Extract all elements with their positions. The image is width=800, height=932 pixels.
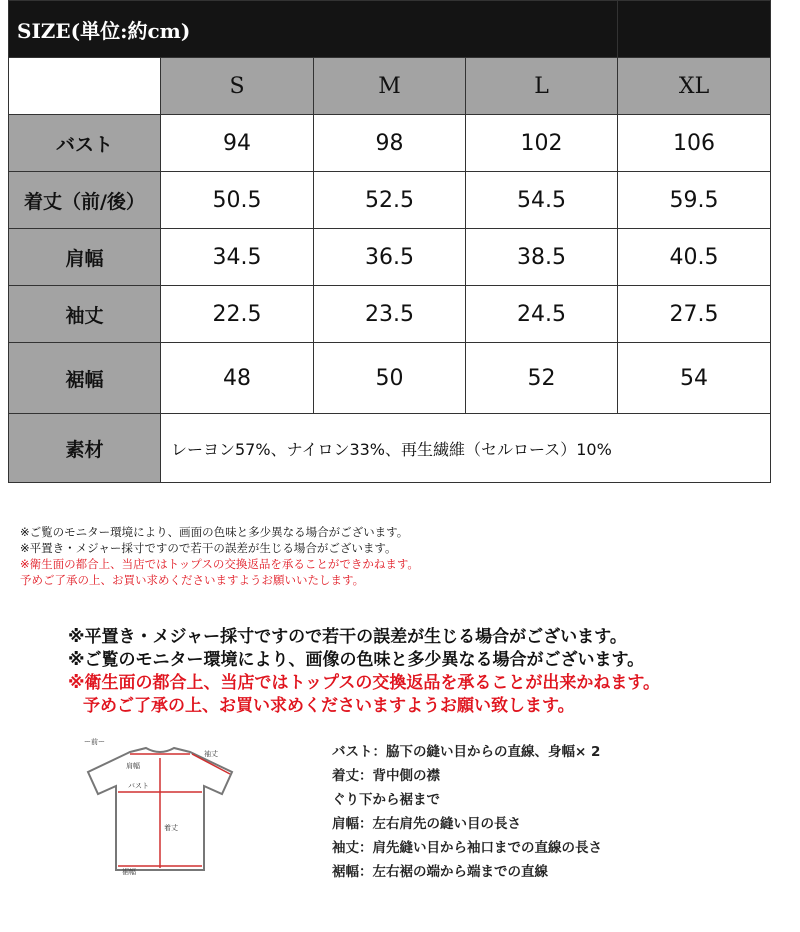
cell-value: 59.5 [618,172,771,229]
diagram-bust-label: バスト [128,782,149,790]
row-label: 肩幅 [9,229,161,286]
note-line: ※ご覧のモニター環境により、画面の色味と多少異なる場合がございます。 [20,525,409,539]
row-label: 袖丈 [9,286,161,343]
cell-value: 34.5 [161,229,314,286]
cell-value: 52 [466,343,618,414]
size-l: L [466,58,618,115]
note-line: ※ご覧のモニター環境により、画像の色味と多少異なる場合がございます。 [68,650,645,670]
cell-value: 24.5 [466,286,618,343]
cell-value: 23.5 [314,286,466,343]
table-row-sleeve [9,286,771,343]
cell-value: 52.5 [314,172,466,229]
note-line-red: 予めご了承の上、お買い求めくださいますようお願い致します。 [83,696,575,716]
size-table [8,0,771,483]
legend-item: ぐり下から裾まで [332,792,440,808]
material-value: レーヨン57%、ナイロン33%、再生繊維（セルロース）10% [161,414,771,483]
notes-small [20,524,419,588]
diagram-length-label: 着丈 [164,824,178,832]
table-row-bust [9,115,771,172]
cell-value: 54.5 [466,172,618,229]
diagram-front-label: ー前ー [84,738,105,746]
legend-item: 裾幅：左右裾の端から端までの直線 [332,864,548,880]
tshirt-diagram [80,736,240,886]
diagram-shoulder-label: 肩幅 [126,762,140,770]
notes-big [68,626,660,718]
note-line-red: 予めご了承の上、お買い求めくださいますようお願いいたします。 [20,573,365,587]
table-header-row [9,1,771,58]
note-line-red: ※衛生面の都合上、当店ではトップスの交換返品を承ることができかねます。 [20,557,419,571]
cell-value: 50 [314,343,466,414]
table-row-length [9,172,771,229]
table-row-hem [9,343,771,414]
legend-item: 着丈：背中側の襟 [332,768,440,784]
cell-value: 48 [161,343,314,414]
cell-value: 38.5 [466,229,618,286]
size-s: S [161,58,314,115]
table-header-blank [618,1,771,58]
row-label: 裾幅 [9,343,161,414]
size-row [9,58,771,115]
table-row-material [9,414,771,483]
cell-value: 22.5 [161,286,314,343]
legend-item: バスト：脇下の縫い目からの直線、身幅× 2 [332,744,601,760]
measurement-legend [332,740,602,884]
table-title: SIZE(単位:約cm) [9,1,618,58]
note-line-red: ※衛生面の都合上、当店ではトップスの交換返品を承ることが出来かねます。 [68,673,660,693]
legend-item: 袖丈：肩先縫い目から袖口までの直線の長さ [332,840,602,856]
row-label: バスト [9,115,161,172]
cell-value: 106 [618,115,771,172]
size-m: M [314,58,466,115]
diagram-sleeve-label: 袖丈 [204,750,218,758]
material-label: 素材 [9,414,161,483]
cell-value: 36.5 [314,229,466,286]
cell-value: 94 [161,115,314,172]
table-row-shoulder [9,229,771,286]
cell-value: 98 [314,115,466,172]
cell-value: 27.5 [618,286,771,343]
size-corner-cell [9,58,161,115]
diagram-hem-label: 裾幅 [122,868,136,876]
cell-value: 54 [618,343,771,414]
tshirt-illustration [80,736,240,886]
note-line: ※平置き・メジャー採寸ですので若干の誤差が生じる場合がございます。 [68,627,627,647]
size-xl: XL [618,58,771,115]
cell-value: 40.5 [618,229,771,286]
note-line: ※平置き・メジャー採寸ですので若干の誤差が生じる場合がございます。 [20,541,397,555]
row-label: 着丈（前/後） [9,172,161,229]
legend-item: 肩幅：左右肩先の縫い目の長さ [332,816,521,832]
cell-value: 102 [466,115,618,172]
cell-value: 50.5 [161,172,314,229]
